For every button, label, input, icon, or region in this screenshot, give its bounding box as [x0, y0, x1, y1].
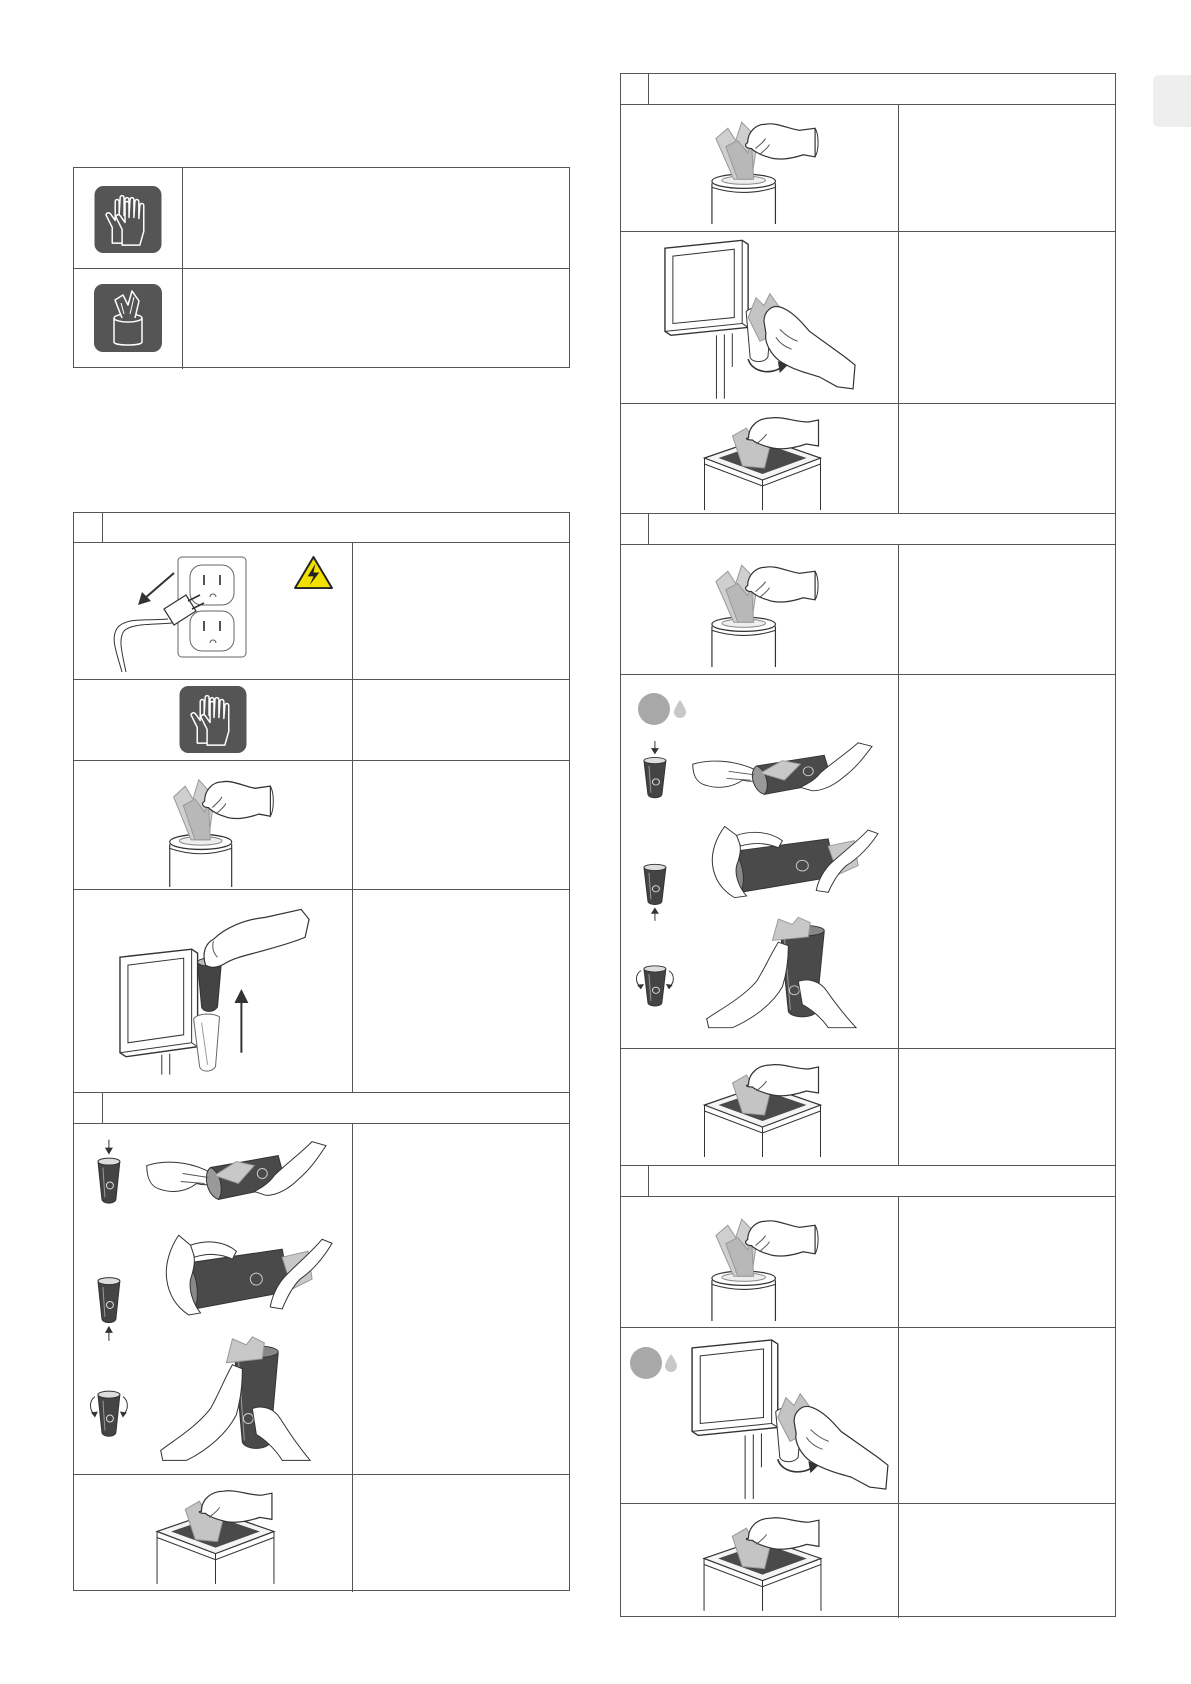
materials-row-gloves: [74, 168, 569, 268]
materials-row-wipes: [74, 268, 569, 369]
dispose-wipe-illustration: [698, 1057, 827, 1157]
step-text-cell: [353, 1124, 569, 1474]
step-image-cell: [74, 761, 353, 889]
step-text-cell: [353, 1475, 569, 1592]
step-row-disinfect-holder: [621, 1327, 1115, 1503]
take-wipe-illustration: [704, 1209, 827, 1321]
step-number-cell: [74, 513, 103, 542]
step-text-cell: [899, 105, 1115, 231]
step-text-cell: [899, 545, 1115, 674]
procedure-table-2: [73, 1092, 570, 1591]
step-row-dispose-wipe: [621, 1503, 1115, 1618]
step-row-remove-cup: [74, 889, 569, 1093]
step-image-cell: [74, 890, 353, 1093]
step-row-clean-cup: [74, 1123, 569, 1474]
wet-disinfection-icon: [638, 693, 670, 725]
step-row-take-wipe: [621, 104, 1115, 231]
procedure-header: [621, 74, 1115, 104]
step-text-cell: [899, 675, 1115, 1048]
procedure-table-5: [620, 1165, 1116, 1617]
step-row-dispose-wipe: [621, 1048, 1115, 1167]
gloves-icon: [94, 186, 162, 253]
procedure-header: [74, 513, 569, 542]
step-row-gloves: [74, 679, 569, 760]
step-row-take-wipe: [74, 760, 569, 889]
step-image-cell: [74, 1124, 353, 1474]
step-image-cell: [621, 232, 899, 403]
unplug-icon: [108, 555, 264, 672]
disinfect-cup-steps-illustration: [633, 741, 880, 1033]
step-image-cell: [621, 1328, 899, 1503]
step-image-cell: [621, 404, 899, 515]
dispose-wipe-illustration: [698, 1510, 827, 1611]
step-text-cell: [353, 890, 569, 1093]
step-image-cell: [74, 680, 353, 760]
materials-text-cell: [183, 269, 569, 369]
drop-icon: [674, 700, 686, 718]
gloves-icon: [179, 686, 247, 753]
step-row-dispose-wipe: [621, 403, 1115, 515]
step-row-wipe-holder: [621, 231, 1115, 403]
step-text-cell: [899, 232, 1115, 403]
step-row-disinfect-cup: [621, 674, 1115, 1048]
wipe-cup-holder-illustration: [688, 1338, 892, 1499]
wipe-cup-holder-illustration: [661, 238, 859, 399]
step-row-take-wipe: [621, 544, 1115, 674]
side-section-tab: [1153, 75, 1191, 127]
electrical-hazard-icon: [293, 555, 334, 590]
take-wipe-illustration: [704, 555, 827, 667]
step-image-cell: [621, 1049, 899, 1167]
step-image-cell: [621, 105, 899, 231]
step-image-cell: [621, 545, 899, 674]
dispose-wipe-illustration: [151, 1483, 280, 1584]
step-text-cell: [899, 1504, 1115, 1618]
materials-table: [73, 167, 570, 368]
procedure-table-1: [73, 512, 570, 1093]
take-wipe-illustration: [704, 112, 827, 224]
step-image-cell: [621, 1504, 899, 1618]
step-text-cell: [353, 761, 569, 889]
materials-text-cell: [183, 168, 569, 268]
step-number-cell: [621, 1166, 649, 1196]
step-text-cell: [353, 543, 569, 679]
take-wipe-illustration: [162, 769, 282, 887]
step-row-dispose-wipe: [74, 1474, 569, 1592]
wet-disinfection-icon: [630, 1347, 662, 1379]
materials-icon-cell: [74, 269, 183, 369]
clean-cup-steps-illustration: [87, 1139, 334, 1467]
procedure-header: [621, 1166, 1115, 1196]
step-text-cell: [353, 680, 569, 760]
step-image-cell: [621, 1197, 899, 1327]
disinfectant-wipes-icon: [94, 284, 162, 352]
materials-icon-cell: [74, 168, 183, 268]
step-text-cell: [899, 1049, 1115, 1167]
step-text-cell: [899, 1197, 1115, 1327]
step-row-take-wipe: [621, 1196, 1115, 1327]
step-number-cell: [621, 514, 649, 544]
step-image-cell: [621, 675, 899, 1048]
remove-probe-cup-illustration: [116, 907, 323, 1075]
step-number-cell: [74, 1093, 103, 1123]
procedure-table-4: [620, 513, 1116, 1166]
step-row-unplug: [74, 542, 569, 679]
step-number-cell: [621, 74, 649, 104]
procedure-header: [621, 514, 1115, 544]
step-text-cell: [899, 1328, 1115, 1503]
procedure-table-3: [620, 73, 1116, 514]
dispose-wipe-illustration: [698, 410, 827, 510]
procedure-header: [74, 1093, 569, 1123]
step-text-cell: [899, 404, 1115, 515]
step-image-cell: [74, 1475, 353, 1592]
drop-icon: [665, 1354, 677, 1372]
step-image-cell: [74, 543, 353, 679]
